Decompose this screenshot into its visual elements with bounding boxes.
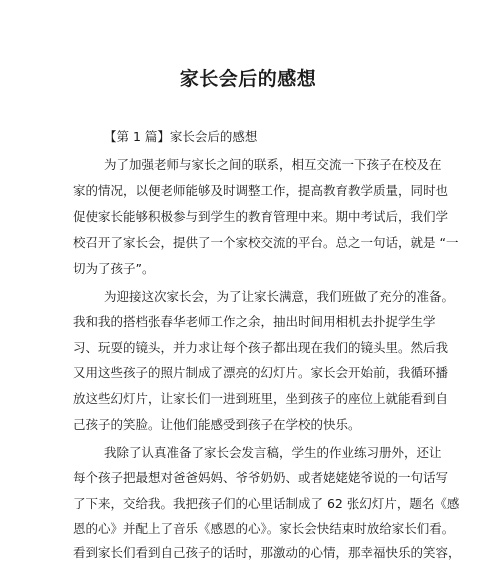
paragraph-line: 放这些幻灯片，让家长们一进到班里，坐到孩子的座位上就能看到自 [73,391,449,406]
document-title: 家长会后的感想 [179,68,317,90]
paragraph-line: 恩的心》并配上了音乐《感恩的心》。家长会快结束时放给家长们看。 [73,521,455,536]
paragraph-line: 切为了孩子”。 [73,261,155,276]
paragraph-line: 为迎接这次家长会，为了让家长满意，我们班做了充分的准备。 [104,289,455,304]
paragraph-line: 校召开了家长会，提供了一个家校交流的平台。总之一句话，就是 “一 [73,235,459,250]
paragraph-line: 促使家长能够积极参与到学生的教育管理中来。期中考试后，我们学 [73,209,449,224]
paragraph-line: 为了加强老师与家长之间的联系，相互交流一下孩子在校及在 [104,157,442,172]
paragraph-line: 我和我的搭档张春华老师工作之余，抽出时间用相机去扑捉学生学 [73,314,436,329]
paragraph-line: 我除了认真准备了家长会发言稿，学生的作业练习册外，还让 [104,445,442,460]
paragraph-line: 了下来，交给我。我把孩子们的心里话制成了 62 张幻灯片，题名《感 [73,496,460,511]
paragraph-line: 每个孩子把最想对爸爸妈妈、爷爷奶奶、或者姥姥姥爷说的一句话写 [73,470,449,485]
paragraph-line: 己孩子的笑脸。让他们能感受到孩子在学校的快乐。 [73,417,361,432]
paragraph-line: 看到家长们看到自己孩子的话时，那激动的心情，那幸福快乐的笑容， [73,545,461,560]
section-heading: 【第 1 篇】家长会后的感想 [104,129,258,144]
paragraph-line: 又用这些孩子的照片制成了漂亮的幻灯片。家长会开始前，我循环播 [73,365,449,380]
paragraph-line: 习、玩耍的镜头，并力求让每个孩子都出现在我们的镜头里。然后我 [73,340,449,355]
paragraph-line: 家的情况，以便老师能够及时调整工作，提高教育教学质量，同时也 [73,183,449,198]
